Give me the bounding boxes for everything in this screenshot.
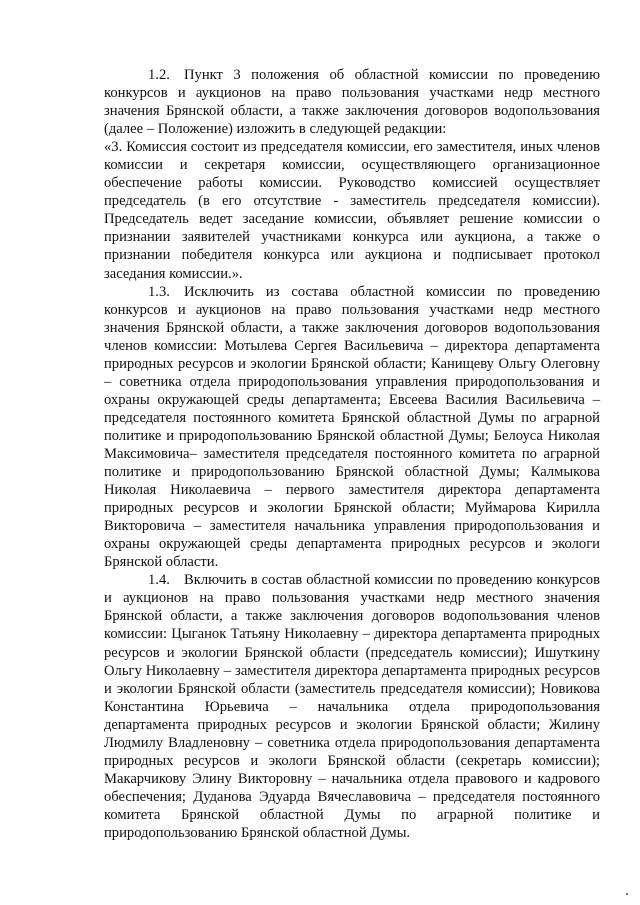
paragraph-text: Пункт 3 положения об областной комиссии по проведению конкурсов и аукционов на право пользования участками недр местного значения Брянской области, а также заключения договоров водопользования (далее – Положение) изложить в следующей редакции: xyxy=(104,67,600,138)
paragraph-text: Исключить из состава областной комиссии по проведению конкурсов и аукционов на право пользования участками недр местного значения Брянской области, а также заключения договоров водопользования членов комиссии: Мотылева Сергея Васильевича – директора департамента природных ресурсов и экологии Брянской области; Канищеву Ольгу Олеговну – советника отдела природопользования управления природопользования и охраны окружающей среды департамента; Евсеева Василия Васильевича – председателя постоянного комитета Брянской областной Думы по аграрной политике и природопользованию Брянской областной Думы; Белоуса Николая Максимовича– заместителя председателя постоянного комитета по аграрной политике и природопользованию Брянской областной Думы; Калмыкова Николая Николаевича – первого заместителя директора департамента природных ресурсов и экологии Брянской области; Муймарова Кирилла Викторовича – заместителя начальника управления природопользования и охраны окружающей среды департамента природных ресурсов и экологи Брянской области. xyxy=(104,283,600,571)
paragraph-1-4 xyxy=(104,571,600,842)
paragraph-1-3 xyxy=(104,283,600,572)
paragraph-number: 1.3. xyxy=(148,283,170,300)
scan-speck xyxy=(626,893,628,895)
paragraph-number: 1.4. xyxy=(148,572,170,589)
document-body xyxy=(104,66,600,842)
paragraph-quoted-clause xyxy=(104,138,600,282)
paragraph-text: «3. Комиссия состоит из председателя комиссии, его заместителя, иных членов комиссии и секретаря комиссии, осуществляющего организационное обеспечение работы комиссии. Руководство комиссией осуществляет председатель (в его отсутствие - заместитель председателя комиссии). Председатель ведет заседание комиссии, объявляет решение комиссии о признании заявителей участниками конкурса или аукциона, а также о признании победителя конкурса или аукциона и подписывает протокол заседания комиссии.». xyxy=(104,139,600,282)
paragraph-text: Включить в состав областной комиссии по проведению конкурсов и аукционов на право пользования участками недр местного значения Брянской области, а также заключения договоров водопользования членов комиссии: Цыганок Татьяну Николаевну – директора департамента природных ресурсов и экологии Брянской области (председатель комиссии); Ишуткину Ольгу Николаевну – заместителя директора департамента природных ресурсов и экологии Брянской области (заместитель председателя комиссии); Новикова Константина Юрьевича – начальника отдела природопользования департамента природных ресурсов и экологии Брянской области; Жилину Людмилу Владленовну – советника отдела природопользования департамента природных ресурсов и экологи Брянской области (секретарь комиссии); Макарчикову Элину Викторовну – начальника отдела правового и кадрового обеспечения; Дуданова Эдуарда Вячеславовича – председателя постоянного комитета Брянской областной Думы по аграрной политике и природопользованию Брянской областной Думы. xyxy=(104,572,600,841)
paragraph-1-2 xyxy=(104,66,600,138)
paragraph-number: 1.2. xyxy=(148,67,170,83)
